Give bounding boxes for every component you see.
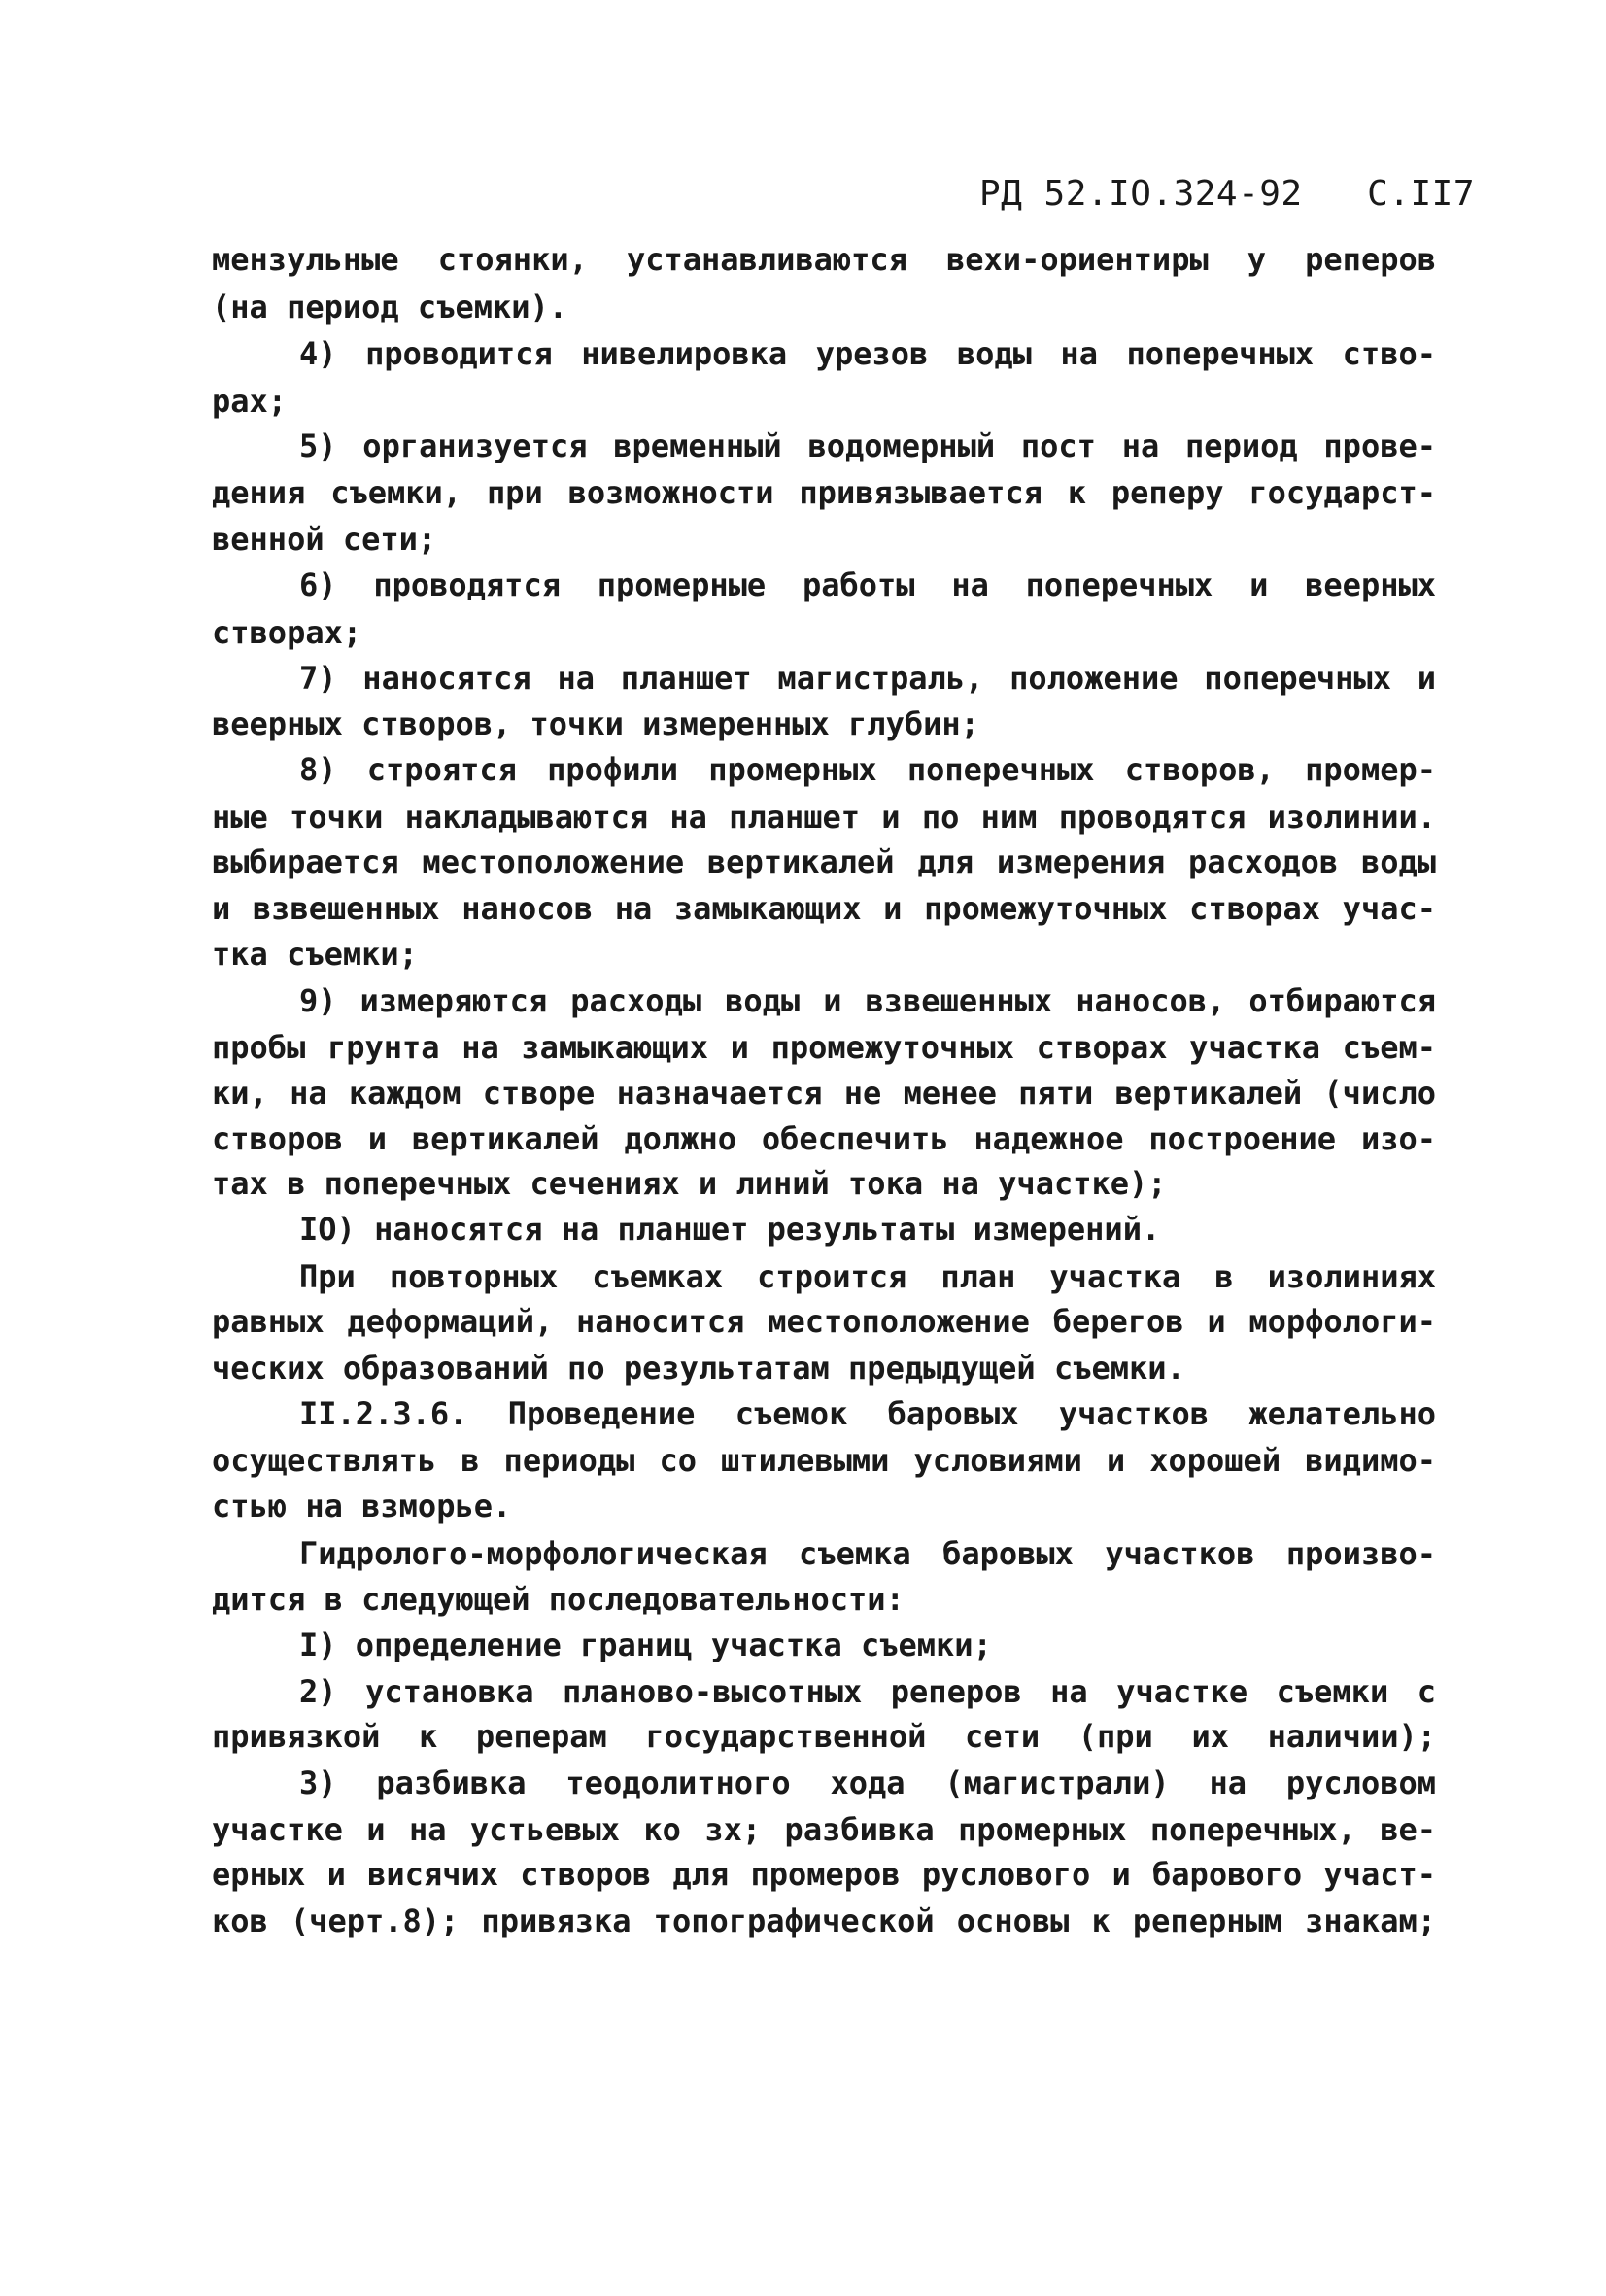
text-line: выбирается местоположение вертикалей для измерения расходов воды xyxy=(212,843,1436,880)
text-line: тка съемки; xyxy=(212,936,418,973)
text-line: 3) разбивка теодолитного хода (магистрали) на русловом xyxy=(299,1765,1436,1801)
text-line: и взвешенных наносов на замыкающих и промежуточных створах учас- xyxy=(212,890,1436,927)
text-line: створов и вертикалей должно обеспечить надежное построение изо- xyxy=(212,1120,1436,1157)
text-line: 8) строятся профили промерных поперечных створов, промер- xyxy=(299,751,1436,788)
text-line: II.2.3.6. Проведение съемок баровых участков желательно xyxy=(299,1395,1436,1432)
text-line: равных деформаций, наносится местоположение берегов и морфологи- xyxy=(212,1303,1436,1340)
text-line: ерных и висячих створов для промеров руслового и барового участ- xyxy=(212,1856,1436,1893)
text-line: I) определение границ участка съемки; xyxy=(299,1627,992,1663)
text-line: участке и на устьевых ко зх; разбивка промерных поперечных, ве- xyxy=(212,1811,1436,1848)
text-line: веерных створов, точки измеренных глубин; xyxy=(212,705,979,742)
text-line: IO) наносятся на планшет результаты измерений. xyxy=(299,1211,1161,1248)
text-line: стью на взморье. xyxy=(212,1488,512,1525)
text-line: При повторных съемках строится план участка в изолиниях xyxy=(299,1258,1436,1295)
text-line: осуществлять в периоды со штилевыми условиями и хорошей видимо- xyxy=(212,1442,1436,1479)
text-line: (на период съемки). xyxy=(212,289,568,326)
text-line: 2) установка планово-высотных реперов на участке съемки с xyxy=(299,1673,1436,1710)
text-line: ки, на каждом створе назначается не менее пяти вертикалей (число xyxy=(212,1075,1436,1112)
text-line: привязкой к реперам государственной сети (при их наличии); xyxy=(212,1718,1436,1755)
page-header xyxy=(979,173,1476,216)
text-line: тах в поперечных сечениях и линий тока на участке); xyxy=(212,1165,1167,1202)
text-line: ков (черт.8); привязка топографической основы к реперным знакам; xyxy=(212,1902,1436,1939)
text-line: мензульные стоянки, устанавливаются вехи-ориентиры у реперов xyxy=(212,241,1436,278)
text-line: створах; xyxy=(212,614,362,651)
text-line: 6) проводятся промерные работы на поперечных и веерных xyxy=(299,566,1436,603)
text-line: 4) проводится нивелировка урезов воды на поперечных ство- xyxy=(299,335,1436,372)
text-line: дится в следующей последовательности: xyxy=(212,1581,905,1618)
text-line: венной сети; xyxy=(212,521,437,558)
text-line: пробы грунта на замыкающих и промежуточных створах участка съем- xyxy=(212,1029,1436,1066)
text-line: ные точки накладываются на планшет и по ним проводятся изолинии. xyxy=(212,799,1436,836)
text-line: 7) наносятся на планшет магистраль, положение поперечных и xyxy=(299,660,1436,697)
text-line: дения съемки, при возможности привязывается к реперу государст- xyxy=(212,474,1436,511)
text-line: 9) измеряются расходы воды и взвешенных наносов, отбираются xyxy=(299,982,1436,1019)
text-line: 5) организуется временный водомерный пост на период прове- xyxy=(299,428,1436,464)
text-line: Гидролого-морфологическая съемка баровых участков произво- xyxy=(299,1535,1436,1572)
page-number: С.II7 xyxy=(1367,174,1476,214)
text-line: ческих образований по результатам предыдущей съемки. xyxy=(212,1350,1185,1387)
text-line: рах; xyxy=(212,383,288,420)
document-code: РД 52.IO.324-92 xyxy=(979,174,1303,214)
